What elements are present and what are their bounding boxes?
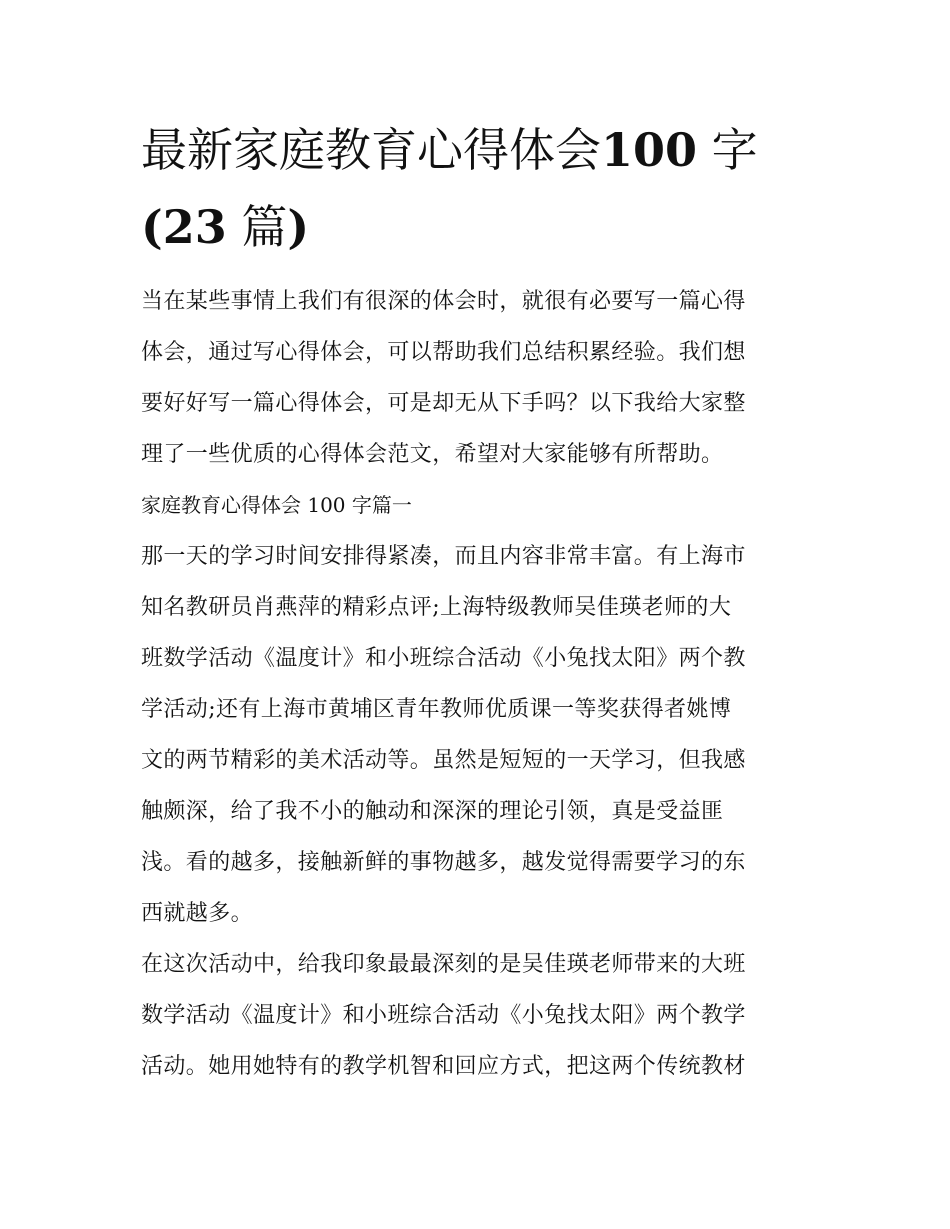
section-heading: 家庭教育心得体会 100 字篇一 (141, 493, 412, 517)
document-title (141, 112, 813, 266)
title-count-close: ) (287, 200, 310, 254)
paragraph-line: 触颇深，给了我不小的触动和深深的理论引领，真是受益匪 (141, 799, 724, 824)
title-count-open: (23 (141, 200, 227, 254)
title-text-suffix: 字 (697, 123, 758, 177)
title-count-word: 篇 (226, 200, 288, 254)
intro-line: 当在某些事情上我们有很深的体会时，就很有必要写一篇心得 (141, 289, 746, 314)
paragraph-line: 活动。她用她特有的教学机智和回应方式，把这两个传统教材 (141, 1054, 746, 1079)
paragraph-line: 西就越多。 (141, 901, 254, 926)
paragraph-line: 学活动;还有上海市黄埔区青年教师优质课一等奖获得者姚博 (141, 697, 732, 722)
paragraph-2 (141, 939, 813, 1092)
title-number: 100 (601, 123, 698, 177)
intro-line: 要好好写一篇心得体会，可是却无从下手吗？以下我给大家整 (141, 391, 746, 416)
paragraph-line: 班数学活动《温度计》和小班综合活动《小兔找太阳》两个教 (141, 646, 746, 671)
paragraph-line: 文的两节精彩的美术活动等。虽然是短短的一天学习，但我感 (141, 748, 746, 773)
intro-line: 体会，通过写心得体会，可以帮助我们总结积累经验。我们想 (141, 340, 746, 365)
paragraph-line: 知名教研员肖燕萍的精彩点评;上海特级教师吴佳瑛老师的大 (141, 595, 732, 620)
paragraph-line: 浅。看的越多，接触新鲜的事物越多，越发觉得需要学习的东 (141, 850, 746, 875)
paragraph-line: 那一天的学习时间安排得紧凑，而且内容非常丰富。有上海市 (141, 544, 746, 569)
paragraph-1 (141, 531, 813, 939)
document-content (141, 112, 813, 1092)
title-text-prefix: 最新家庭教育心得体会 (141, 123, 601, 177)
intro-line: 理了一些优质的心得体会范文，希望对大家能够有所帮助。 (141, 442, 724, 467)
paragraph-line: 数学活动《温度计》和小班综合活动《小兔找太阳》两个教学 (141, 1003, 746, 1028)
paragraph-line: 在这次活动中，给我印象最最深刻的是吴佳瑛老师带来的大班 (141, 952, 746, 977)
intro-paragraph (141, 276, 813, 480)
